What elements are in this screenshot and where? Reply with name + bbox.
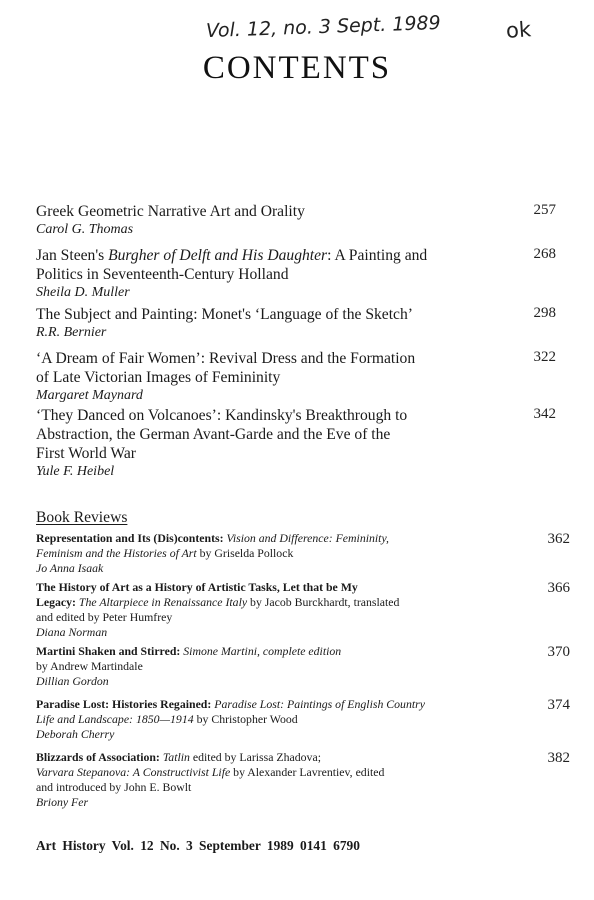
- page-title: CONTENTS: [202, 50, 392, 86]
- article-title-line: Politics in Seventeenth-Century Holland: [36, 266, 289, 283]
- review-title-line: by Andrew Martindale: [36, 659, 143, 673]
- article-author: Yule F. Heibel: [36, 464, 115, 479]
- article-author: Margaret Maynard: [36, 388, 143, 403]
- article-entry: [36, 406, 556, 480]
- review-title: Representation and Its (Dis)contents: Vision and Difference: Femininity,: [36, 531, 389, 545]
- article-author: Sheila D. Muller: [36, 285, 130, 300]
- article-entry: [36, 305, 556, 341]
- review-entry: [36, 580, 570, 640]
- review-author: Jo Anna Isaak: [36, 561, 104, 575]
- article-author: R.R. Bernier: [36, 325, 107, 340]
- review-title: Martini Shaken and Stirred: Simone Martini, complete edition: [36, 644, 342, 658]
- handwritten-ok-mark: ok: [505, 17, 532, 43]
- review-entry: [36, 644, 570, 689]
- book-reviews-heading: Book Reviews: [36, 509, 128, 526]
- journal-footer: Art History Vol. 12 No. 3 September 1989 0141 6790: [36, 838, 360, 853]
- review-title: The History of Art as a History of Artistic Tasks, Let that be My: [36, 580, 358, 594]
- review-title-line: Life and Landscape: 1850—1914 by Christopher Wood: [36, 712, 298, 726]
- article-title: ‘A Dream of Fair Women’: Revival Dress and the Formation: [36, 350, 416, 367]
- article-author: Carol G. Thomas: [36, 222, 134, 237]
- review-title: Paradise Lost: Histories Regained: Paradise Lost: Paintings of English Country: [36, 697, 425, 711]
- article-page-number: 298: [533, 305, 556, 321]
- article-page-number: 268: [533, 246, 556, 262]
- article-title-line: First World War: [36, 445, 137, 462]
- article-title: ‘They Danced on Volcanoes’: Kandinsky's Breakthrough to: [36, 407, 408, 424]
- review-title: Blizzards of Association: Tatlin edited by Larissa Zhadova;: [36, 750, 321, 764]
- review-title-line: and edited by Peter Humfrey: [36, 610, 173, 624]
- review-title-line: Feminism and the Histories of Art by Griselda Pollock: [36, 546, 294, 560]
- review-entry: [36, 697, 570, 742]
- review-page-number: 370: [547, 644, 570, 660]
- article-entry: [36, 246, 556, 301]
- review-author: Diana Norman: [36, 625, 108, 639]
- review-page-number: 382: [547, 750, 570, 766]
- article-entry: [36, 349, 556, 404]
- review-entry: [36, 531, 570, 576]
- review-title-line: Legacy: The Altarpiece in Renaissance Italy by Jacob Burckhardt, translated: [36, 595, 400, 609]
- article-title: The Subject and Painting: Monet's ‘Language of the Sketch’: [36, 306, 413, 323]
- review-author: Briony Fer: [36, 795, 89, 809]
- article-page-number: 342: [533, 406, 556, 422]
- handwritten-volume-note: Vol. 12, no. 3 Sept. 1989: [205, 11, 442, 43]
- article-title: Jan Steen's Burgher of Delft and His Daughter: A Painting and: [36, 247, 428, 264]
- review-author: Dillian Gordon: [36, 674, 109, 688]
- review-title-line: and introduced by John E. Bowlt: [36, 780, 192, 794]
- review-author: Deborah Cherry: [36, 727, 115, 741]
- review-page-number: 374: [547, 697, 570, 713]
- article-title: Greek Geometric Narrative Art and Orality: [36, 203, 305, 220]
- review-page-number: 362: [547, 531, 570, 547]
- review-title-line: Varvara Stepanova: A Constructivist Life by Alexander Lavrentiev, edited: [36, 765, 385, 779]
- review-entry: [36, 750, 570, 810]
- article-title-line: of Late Victorian Images of Femininity: [36, 369, 281, 386]
- review-page-number: 366: [547, 580, 570, 596]
- article-title-line: Abstraction, the German Avant-Garde and the Eve of the: [36, 426, 391, 443]
- article-page-number: 322: [533, 349, 556, 365]
- article-page-number: 257: [533, 202, 556, 218]
- article-entry: [36, 202, 556, 238]
